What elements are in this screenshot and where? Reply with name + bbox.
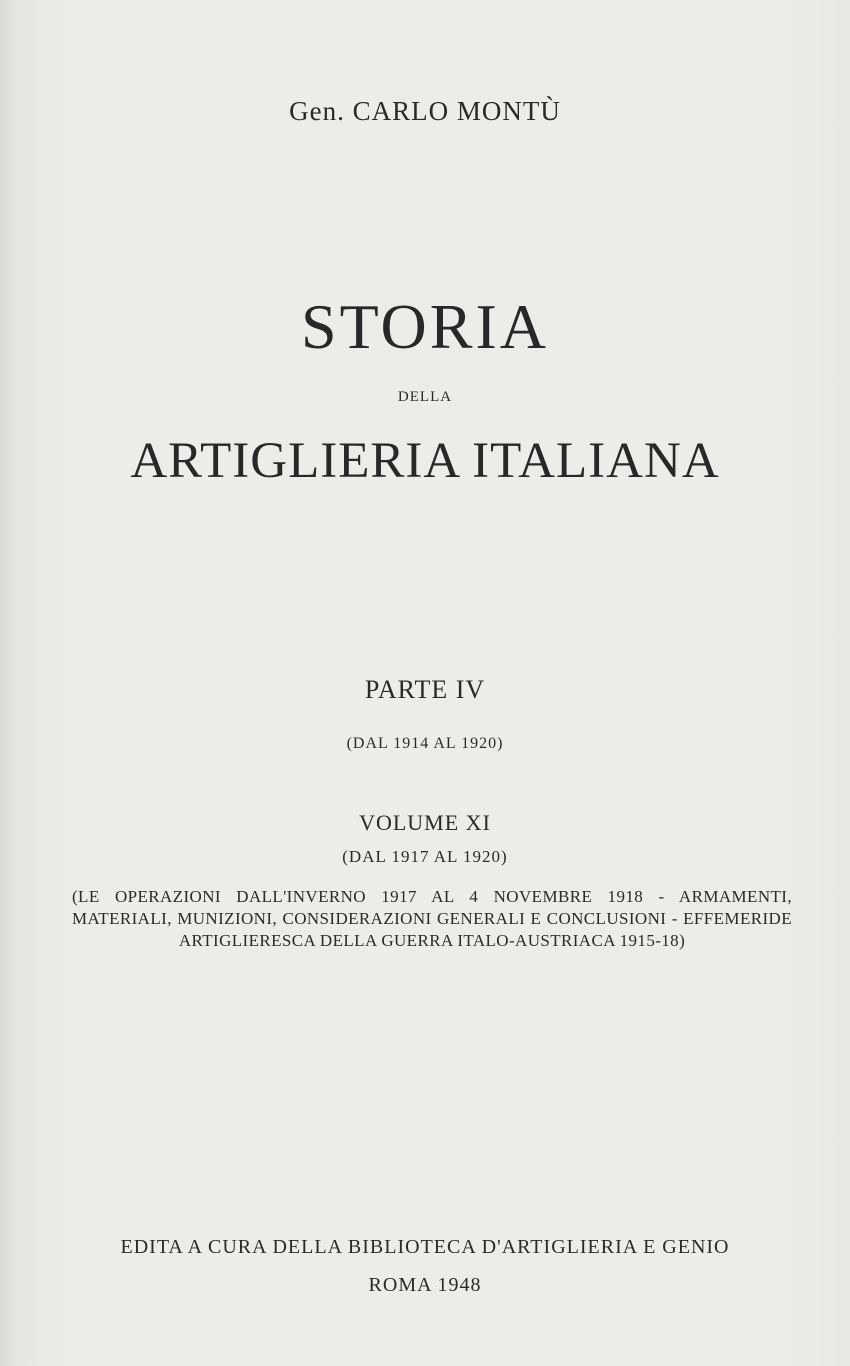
title-main: STORIA xyxy=(301,291,549,362)
part-dates: (DAL 1914 AL 1920) xyxy=(346,735,504,752)
title-subtitle: ARTIGLIERIA ITALIANA xyxy=(130,433,720,489)
title-connector: DELLA xyxy=(397,389,453,405)
volume-contents: (LE OPERAZIONI DALL'INVERNO 1917 AL 4 NOVEMBRE 1918 - ARMAMENTI, MATERIALI, MUNIZIONI, CONSIDERAZIONI GENERALI E CONCLUSIONI - EFFEMERIDE ARTIGLIERESCA DELLA GUERRA ITALO-AUSTRIACA 1915-18) xyxy=(72,887,792,950)
place-year: ROMA 1948 xyxy=(368,1274,482,1296)
author-name: Gen. CARLO MONTÙ xyxy=(289,96,561,126)
part-label: PARTE IV xyxy=(364,675,486,704)
volume-dates: (DAL 1917 AL 1920) xyxy=(342,847,508,866)
volume-label: VOLUME XI xyxy=(359,810,491,835)
publisher: EDITA A CURA DELLA BIBLIOTECA D'ARTIGLIERIA E GENIO xyxy=(120,1236,730,1258)
